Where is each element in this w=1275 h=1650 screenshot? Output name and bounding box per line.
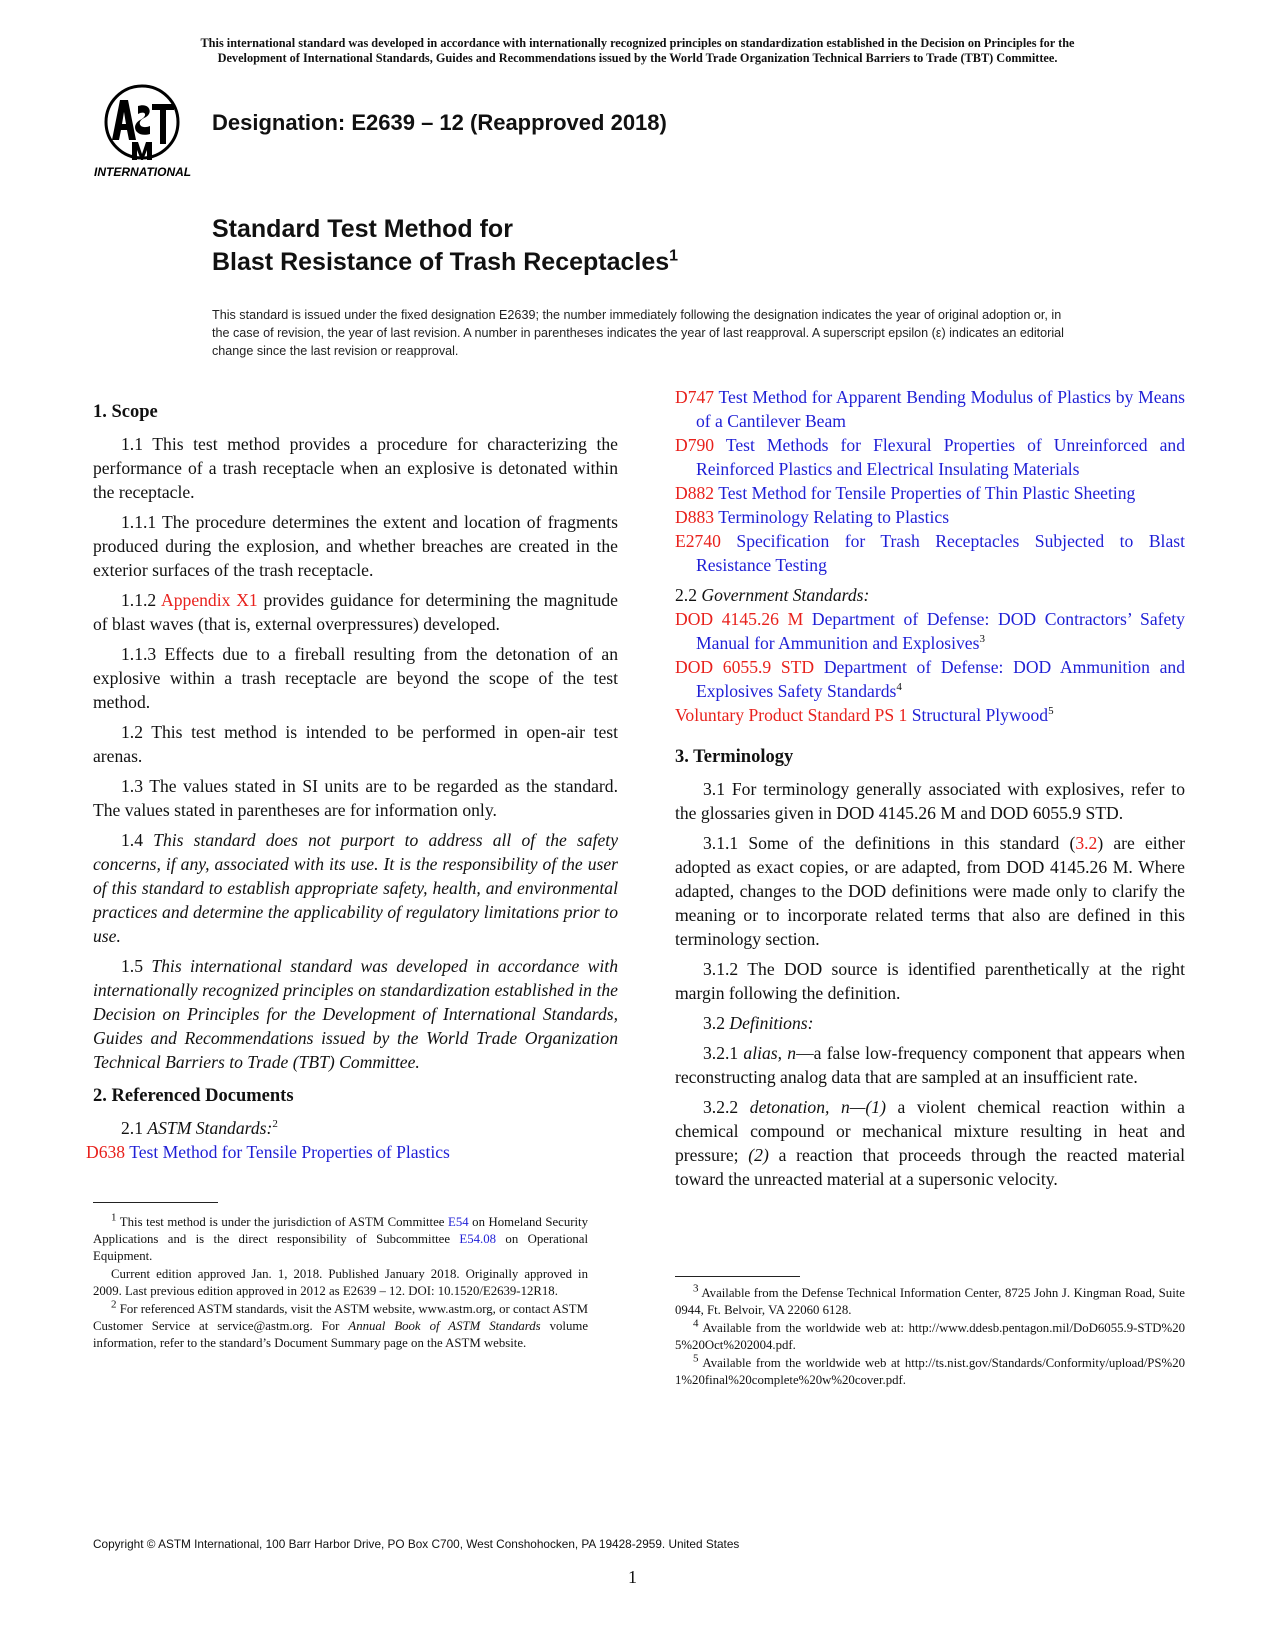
ref-ps1-title[interactable]: Structural Plywood	[907, 705, 1049, 725]
ref-d883-title[interactable]: Terminology Relating to Plastics	[714, 507, 950, 527]
footnotes-right	[675, 1282, 1185, 1390]
para-2-2-label: Government Standards:	[701, 585, 870, 605]
astm-logo	[92, 84, 200, 180]
footnote-1	[93, 1211, 588, 1265]
ref-d883-code[interactable]: D883	[675, 507, 715, 527]
right-column	[675, 385, 1185, 1197]
definition-detonation	[675, 1095, 1185, 1191]
para-3-1-1	[675, 831, 1185, 951]
ref-e2740	[675, 529, 1185, 577]
ref-d790-code[interactable]: D790	[675, 435, 715, 455]
para-1-1-1: 1.1.1 The procedure determines the extent and location of fragments produced during the explosion, and whether breaches are created in the exterior surfaces of the trash receptacle.	[93, 512, 618, 580]
para-1-4-text: This standard does not purport to address all of the safety concerns, if any, associated with its use. It is the responsibility of the user of this standard to establish appropriate safety, health, and environmental practices and determine the applicability of regulatory limitations prior to use.	[93, 830, 619, 946]
wto-notice-line2: Development of International Standards, Guides and Recommendations issued by the World Trade Organization Technical Barriers to Trade (TBT) Committee.	[217, 51, 1058, 65]
ref-dod-4145	[675, 607, 1185, 655]
para-1-1-2-num: 1.1.2	[121, 590, 162, 610]
ref-d747-title[interactable]: Test Method for Apparent Bending Modulus of Plastics by Means of a Cantilever Beam	[696, 387, 1185, 431]
footnote-1-text-b: on Homeland Security Applications and is the direct responsibility of Subcommittee	[93, 1215, 588, 1246]
para-1-4	[93, 828, 618, 948]
ref-d882-title[interactable]: Test Method for Tensile Properties of Thin Plastic Sheeting	[714, 483, 1136, 503]
title-footnote-mark[interactable]: 1	[669, 247, 679, 265]
para-2-1-num: 2.1	[121, 1118, 148, 1138]
ref-ps1-code[interactable]: Voluntary Product Standard PS 1	[675, 705, 908, 725]
footnote-1-edition: Current edition approved Jan. 1, 2018. Published January 2018. Originally approved in 2009. Last previous edition approved in 2012 as E2639 – 12. DOI: 10.1520/E2639-12R18.	[93, 1267, 588, 1298]
footnote-3-num: 3	[693, 1282, 699, 1295]
footnote-2-mark[interactable]: 2	[272, 1118, 278, 1131]
para-2-1-label: ASTM Standards:	[147, 1118, 273, 1138]
footnote-3-mark[interactable]: 3	[979, 633, 985, 646]
ref-d882	[675, 481, 1185, 505]
definition-detonation-text-a: a violent chemical reaction within a chemical compound or mechanical mixture resulting in heat and pressure;	[675, 1097, 1185, 1165]
footnote-4-text: Available from the worldwide web at: http://www.ddesb.pentagon.mil/DoD6055.9-STD%205%20Oct%202004.pdf.	[675, 1321, 1185, 1352]
footnote-2-text-b: volume information, refer to the standard’s Document Summary page on the ASTM website.	[93, 1319, 589, 1350]
ref-d747	[675, 385, 1185, 433]
page-number: 1	[628, 1567, 637, 1587]
terminology-heading: 3. Terminology	[675, 747, 794, 767]
para-2-2-num: 2.2	[675, 585, 702, 605]
astm-logo-icon	[92, 84, 200, 180]
para-2-2	[675, 583, 1185, 607]
footnote-5-num: 5	[693, 1352, 699, 1365]
footnote-4	[675, 1317, 1185, 1354]
ref-ps1	[675, 703, 1185, 727]
appendix-x1-link[interactable]: Appendix X1	[161, 590, 258, 610]
para-2-1	[93, 1116, 618, 1140]
ref-dod-6055	[675, 655, 1185, 703]
section-3-2-link[interactable]: 3.2	[1075, 833, 1098, 853]
ref-d638-title[interactable]: Test Method for Tensile Properties of Plastics	[125, 1142, 450, 1162]
referenced-heading: 2. Referenced Documents	[93, 1086, 294, 1106]
committee-e54-link[interactable]: E54	[448, 1215, 469, 1229]
para-3-1-1-text-a: 3.1.1 Some of the definitions in this standard (	[703, 833, 1076, 853]
ref-d883	[675, 505, 1185, 529]
footnote-2-italic: Annual Book of ASTM Standards	[348, 1319, 541, 1333]
title-line1: Standard Test Method for	[212, 215, 513, 243]
para-1-2: 1.2 This test method is intended to be performed in open-air test arenas.	[93, 722, 618, 766]
footnote-5-mark[interactable]: 5	[1048, 705, 1054, 718]
ref-dod-6055-title[interactable]: Department of Defense: DOD Ammunition and Explosives Safety Standards	[696, 657, 1185, 701]
ref-e2740-code[interactable]: E2740	[675, 531, 721, 551]
footnote-5-text: Available from the worldwide web at http://ts.nist.gov/Standards/Conformity/upload/PS%201%20final%20complete%20w%20cover.pdf.	[675, 1356, 1185, 1387]
ref-dod-4145-title[interactable]: Department of Defense: DOD Contractors’ Safety Manual for Ammunition and Explosives	[696, 609, 1185, 653]
ref-d638	[86, 1140, 618, 1164]
para-3-2	[675, 1011, 1185, 1035]
para-1-1-2-text: provides guidance for determining the magnitude of blast waves (that is, external overpressures) developed.	[93, 590, 618, 634]
copyright-footer: Copyright © ASTM International, 100 Barr Harbor Drive, PO Box C700, West Conshohocken, PA 19428-2959. United States	[93, 1537, 740, 1551]
footnote-2-text-a: For referenced ASTM standards, visit the ASTM website, www.astm.org, or contact ASTM Customer Service at service@astm.org. For	[93, 1302, 588, 1333]
footnote-1-text-a: This test method is under the jurisdiction of ASTM Committee	[116, 1215, 449, 1229]
footnote-rule-right	[675, 1276, 800, 1277]
para-1-3: 1.3 The values stated in SI units are to be regarded as the standard. The values stated in parentheses are for information only.	[93, 776, 618, 820]
para-1-1-3: 1.1.3 Effects due to a fireball resulting from the detonation of an explosive within a trash receptacle are beyond the scope of the test method.	[93, 644, 618, 712]
definition-detonation-term: detonation, n—(1)	[749, 1097, 886, 1117]
para-1-5-text: This international standard was developed in accordance with internationally recognized principles on standardization established in the Decision on Principles for the Development of International Standards, Guides and Recommendations issued by the World Trade Organization Technical Barriers to Trade (TBT) Committee.	[93, 956, 618, 1072]
ref-dod-4145-code[interactable]: DOD 4145.26 M	[675, 609, 804, 629]
para-3-1: 3.1 For terminology generally associated with explosives, refer to the glossaries given in DOD 4145.26 M and DOD 6055.9 STD.	[675, 779, 1185, 823]
definition-alias-term: alias, n	[743, 1043, 797, 1063]
para-3-2-num: 3.2	[703, 1013, 730, 1033]
logo-wordmark: INTERNATIONAL	[94, 165, 192, 179]
ref-dod-6055-code[interactable]: DOD 6055.9 STD	[675, 657, 815, 677]
definition-alias-num: 3.2.1	[703, 1043, 744, 1063]
footnote-2-num: 2	[111, 1298, 117, 1311]
footnote-4-mark[interactable]: 4	[896, 681, 902, 694]
left-column	[86, 400, 619, 1164]
definition-detonation-mark: (2)	[748, 1145, 769, 1165]
para-1-5	[93, 954, 618, 1074]
footnote-rule-left	[93, 1202, 218, 1203]
footnote-3	[675, 1282, 1185, 1319]
footnote-3-text: Available from the Defense Technical Information Center, 8725 John J. Kingman Road, Suite 0944, Ft. Belvoir, VA 22060 6128.	[675, 1286, 1185, 1317]
para-1-1: 1.1 This test method provides a procedure for characterizing the performance of a trash receptacle when an explosive is detonated within the receptacle.	[93, 434, 618, 502]
wto-notice	[60, 36, 1215, 66]
para-1-4-num: 1.4	[121, 830, 154, 850]
subcommittee-e54-08-link[interactable]: E54.08	[459, 1232, 497, 1246]
para-1-5-num: 1.5	[121, 956, 152, 976]
definition-alias-text: —a false low-frequency component that appears when reconstructing analog data that are sampled at an insufficient rate.	[675, 1043, 1185, 1087]
ref-d638-code[interactable]: D638	[86, 1142, 126, 1162]
definition-alias	[675, 1041, 1185, 1089]
footnote-5	[675, 1352, 1185, 1389]
scope-heading: 1. Scope	[93, 402, 158, 422]
footnotes-left	[93, 1211, 589, 1353]
para-1-1-2	[93, 588, 618, 636]
ref-d882-code[interactable]: D882	[675, 483, 715, 503]
footnote-2	[93, 1298, 589, 1352]
ref-d790-title[interactable]: Test Methods for Flexural Properties of Unreinforced and Reinforced Plastics and Electrical Insulating Materials	[696, 435, 1185, 479]
ref-e2740-title[interactable]: Specification for Trash Receptacles Subjected to Blast Resistance Testing	[696, 531, 1185, 575]
para-3-1-2: 3.1.2 The DOD source is identified parenthetically at the right margin following the definition.	[675, 959, 1185, 1003]
issued-note: This standard is issued under the fixed designation E2639; the number immediately following the designation indicates the year of original adoption or, in the case of revision, the year of last revision. A number in parentheses indicates the year of last reapproval. A superscript epsilon (ε) indicates an editorial change since the last revision or reapproval.	[212, 308, 1064, 358]
title-line2-text: Blast Resistance of Trash Receptacles	[212, 248, 670, 276]
title-line2	[212, 246, 678, 279]
ref-d747-code[interactable]: D747	[675, 387, 715, 407]
para-3-1-1-text-b: ) are either adopted as exact copies, or are adapted, from DOD 4145.26 M. Where adapted, changes to the DOD definitions were made only to clarify the meaning or to incorporate related terms that also are defined in this terminology section.	[675, 833, 1186, 949]
footnote-1-text-c: on Operational Equipment.	[93, 1232, 588, 1263]
ref-d790	[675, 433, 1185, 481]
footnote-4-num: 4	[693, 1317, 699, 1330]
footnote-1-num: 1	[111, 1211, 117, 1224]
wto-notice-line1: This international standard was developed in accordance with internationally recognized principles on standardization established in the Decision on Principles for the	[200, 36, 1075, 50]
definition-detonation-text-b: a reaction that proceeds through the reacted material toward the unreacted material at a supersonic velocity.	[675, 1145, 1185, 1189]
document-title	[212, 213, 678, 279]
designation: Designation: E2639 – 12 (Reapproved 2018)	[212, 110, 667, 135]
definition-detonation-num: 3.2.2	[703, 1097, 750, 1117]
para-3-2-label: Definitions:	[729, 1013, 814, 1033]
